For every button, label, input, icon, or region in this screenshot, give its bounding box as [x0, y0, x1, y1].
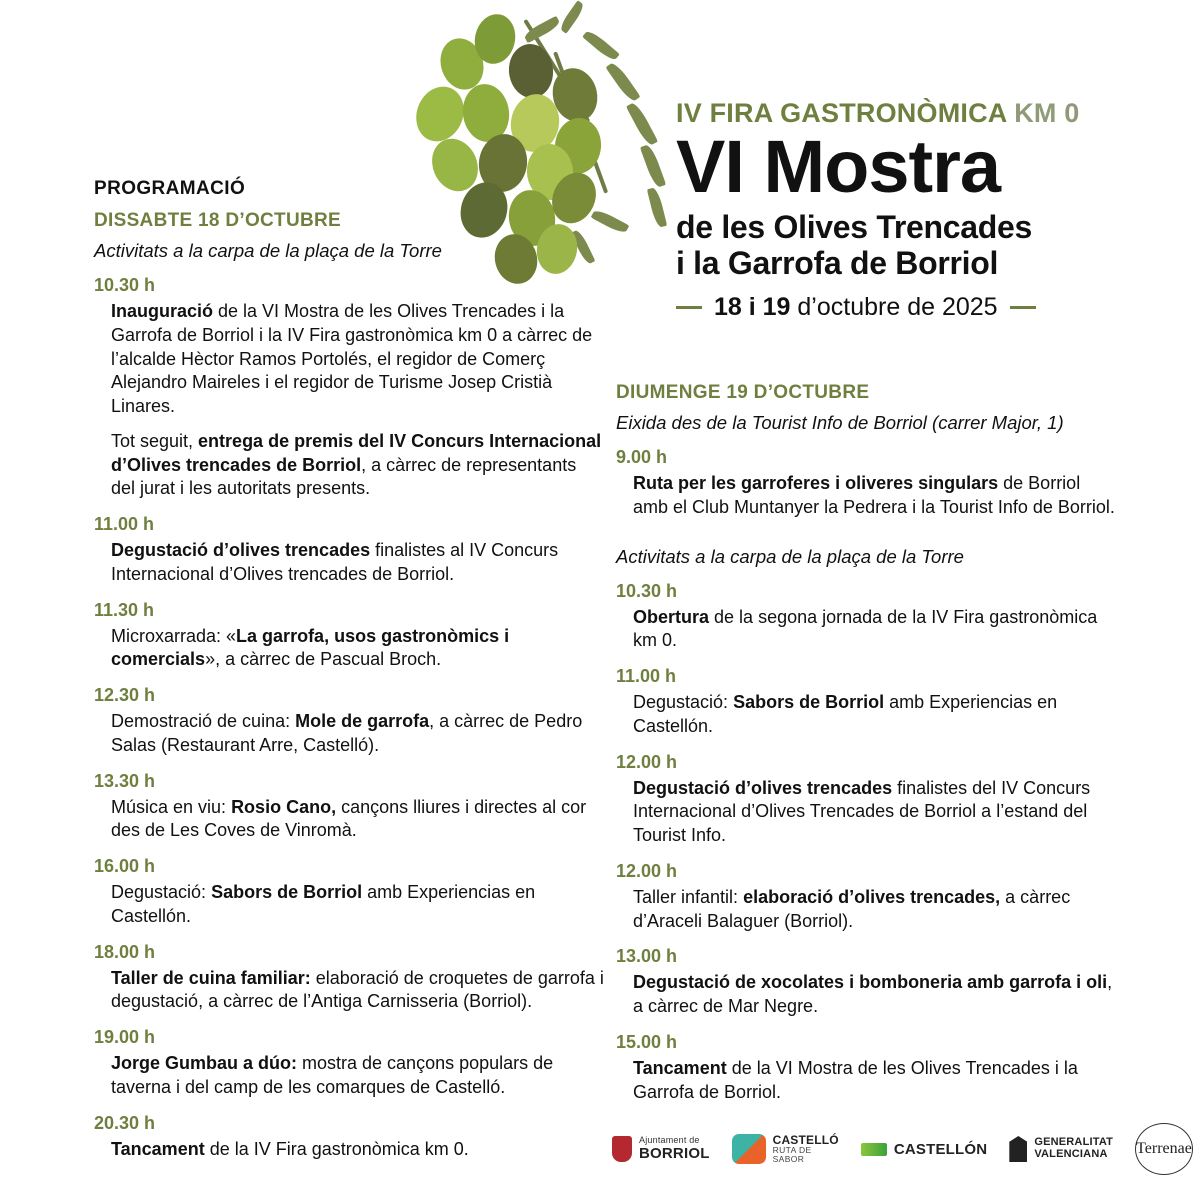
- logo-terrenae: [1135, 1123, 1193, 1175]
- sabor-label: SABOR: [772, 1154, 805, 1165]
- schedule-time: 12.00 h: [616, 860, 678, 881]
- page-title: VI Mostra: [676, 125, 1001, 208]
- schedule-list-sunday-1: [616, 447, 1116, 520]
- schedule-list-sunday-2: [616, 581, 1116, 1105]
- sponsor-logos: [612, 1120, 1192, 1178]
- schedule-entry: Taller infantil: elaboració d’olives trencades, a càrrec d’Araceli Balaguer (Borriol).: [633, 886, 1071, 931]
- schedule-entry: Degustació de xocolates i bomboneria amb garrofa i oli, a càrrec de Mar Negre.: [633, 972, 1113, 1016]
- schedule-entry: Jorge Gumbau a dúo: mostra de cançons populars de taverna i del camp de les comarques de Castelló.: [111, 1053, 554, 1097]
- kicker-km: KM 0: [1014, 98, 1080, 128]
- event-dates: [676, 293, 1106, 322]
- poster-header: [676, 98, 1106, 322]
- generalitat-crest-icon: [1009, 1136, 1027, 1162]
- schedule-entry: Inauguració de la VI Mostra de les Olives Trencades i la Garrofa de Borriol i la IV Fira gastronòmica km 0 a càrrec de l’alcalde Hèctor Ramos Portolés, el regidor de Comerç Alejandro Maireles i el regidor de Turisme Josep Cristià Linares.: [111, 301, 593, 416]
- logo-generalitat-valenciana: [1009, 1136, 1113, 1162]
- schedule-time: 12.30 h: [94, 685, 156, 705]
- schedule-entry: Taller de cuina familiar: elaboració de croquetes de garrofa i degustació, a càrrec de l’Antiga Carnisseria (Borriol).: [111, 967, 604, 1012]
- schedule-entry: Ruta per les garroferes i oliveres singulars de Borriol amb el Club Muntanyer la Pedrera i la Tourist Info de Borriol.: [633, 473, 1115, 517]
- schedule-entry: Degustació: Sabors de Borriol amb Experiencias en Castellón.: [111, 882, 536, 926]
- venue-note-saturday: Activitats a la carpa de la plaça de la Torre: [94, 240, 442, 261]
- title-subtitle-line1: de les Olives Trencades: [676, 208, 1032, 245]
- programme-label: PROGRAMACIÓ: [94, 178, 246, 199]
- logo-ajuntament-borriol: [612, 1136, 710, 1162]
- borriol-top-label: Ajuntament de: [639, 1135, 700, 1146]
- schedule-time: 20.30 h: [94, 1112, 156, 1133]
- schedule-entry: Degustació d’olives trencades finalistes del IV Concurs Internacional d’Olives Trencades de Borriol a l’estand del Tourist Info.: [633, 777, 1091, 845]
- venue-note-sunday-2: Activitats a la carpa de la plaça de la Torre: [616, 545, 964, 567]
- borriol-name-label: BORRIOL: [639, 1144, 710, 1162]
- schedule-entry: Música en viu: Rosio Cano, cançons lliures i directes al cor des de Les Coves de Vinromà.: [111, 796, 587, 841]
- venue-note-sunday-1: Eixida des de la Tourist Info de Borriol (carrer Major, 1): [616, 412, 1064, 433]
- day-heading-saturday: DISSABTE 18 D’OCTUBRE: [94, 210, 342, 231]
- dash-left-icon: [676, 306, 702, 309]
- schedule-entry: Degustació d’olives trencades finalistes al IV Concurs Internacional d’Olives trencades de Borriol.: [111, 540, 559, 584]
- schedule-list-saturday: [94, 275, 604, 1161]
- schedule-entry: Tancament de la VI Mostra de les Olives Trencades i la Garrofa de Borriol.: [633, 1057, 1078, 1102]
- schedule-time: 15.00 h: [616, 1031, 678, 1052]
- castello-label: CASTELLÓ: [772, 1132, 839, 1147]
- logo-castello-ruta-de-sabor: [732, 1134, 839, 1164]
- schedule-time: 12.00 h: [616, 751, 678, 772]
- schedule-time: 9.00 h: [616, 447, 668, 467]
- dates-rest: d’octubre de 2025: [797, 293, 998, 322]
- generalitat-label: GENERALITAT: [1034, 1136, 1114, 1149]
- logo-castellon: [861, 1141, 987, 1158]
- schedule-time: 11.30 h: [94, 599, 155, 620]
- shield-icon: [612, 1136, 632, 1162]
- schedule-entry: Tot seguit, entrega de premis del IV Concurs Internacional d’Olives trencades de Borriol, a càrrec de representants del jurat i les autoritats presents.: [111, 430, 602, 499]
- programme-column-saturday: [94, 178, 604, 1161]
- schedule-entry: Obertura de la segona jornada de la IV Fira gastronòmica km 0.: [633, 606, 1098, 651]
- programme-column-sunday: [616, 382, 1116, 1104]
- schedule-time: 13.30 h: [94, 770, 156, 791]
- schedule-entry: Demostració de cuina: Mole de garrofa, a càrrec de Pedro Salas (Restaurant Arre, Castelló).: [111, 711, 583, 755]
- title-subtitle: [676, 209, 1106, 281]
- ruta-de-label: RUTA DE: [772, 1145, 812, 1156]
- schedule-entry: Degustació: Sabors de Borriol amb Experiencias en Castellón.: [633, 692, 1058, 736]
- section-spacer: [616, 520, 1116, 546]
- schedule-entry: Tancament de la IV Fira gastronòmica km 0.: [111, 1138, 469, 1159]
- terrenae-label: Terrenae: [1136, 1140, 1192, 1157]
- castellon-label: CASTELLÓN: [893, 1140, 988, 1158]
- schedule-time: 16.00 h: [94, 856, 156, 876]
- schedule-time: 13.00 h: [616, 946, 678, 967]
- schedule-time: 19.00 h: [94, 1027, 156, 1047]
- schedule-time: 11.00 h: [94, 514, 155, 534]
- valenciana-label: VALENCIANA: [1034, 1148, 1108, 1160]
- kicker-text: IV FIRA GASTRONÒMICA: [676, 98, 1007, 128]
- schedule-time: 10.30 h: [616, 580, 678, 601]
- castellon-bar-icon: [861, 1143, 887, 1156]
- sabor-mark-icon: [732, 1134, 766, 1164]
- title-subtitle-line2: i la Garrofa de Borriol: [676, 244, 999, 281]
- schedule-time: 10.30 h: [94, 275, 156, 295]
- day-heading-sunday: DIUMENGE 19 D’OCTUBRE: [616, 382, 870, 403]
- schedule-time: 18.00 h: [94, 941, 156, 962]
- dash-right-icon: [1010, 306, 1036, 309]
- schedule-time: 11.00 h: [616, 666, 677, 686]
- schedule-entry: Microxarrada: «La garrofa, usos gastronòmics i comercials», a càrrec de Pascual Broch.: [111, 625, 510, 670]
- dates-bold: 18 i 19: [714, 293, 791, 322]
